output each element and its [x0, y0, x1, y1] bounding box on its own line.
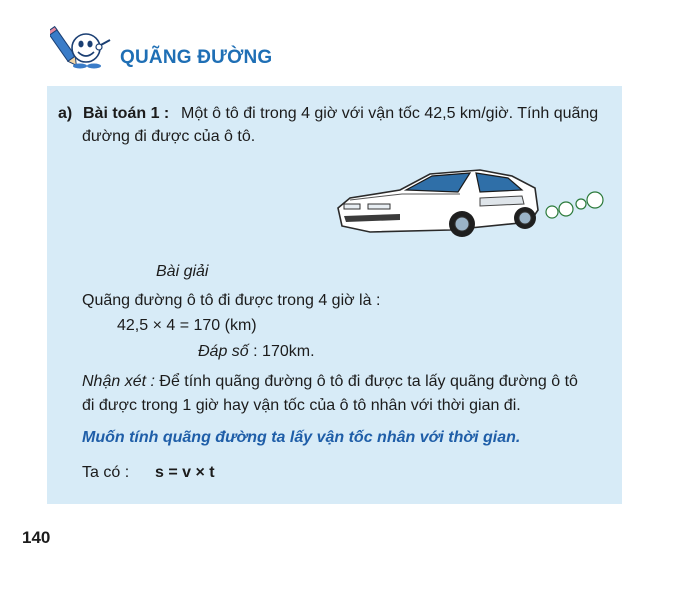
- remark-text-line1: Để tính quãng đường ô tô đi được ta lấy quãng đường ô tô: [154, 373, 578, 390]
- answer-label: Đáp số: [198, 343, 249, 360]
- solution-answer: [198, 342, 315, 362]
- page-number: 140: [22, 528, 51, 547]
- solution-line1: Quãng đường ô tô đi được trong 4 giờ là :: [82, 292, 381, 309]
- remark-label: Nhận xét :: [82, 373, 155, 390]
- solution-calculation: 42,5 × 4 = 170 (km): [117, 317, 257, 334]
- problem-prefix: a): [58, 105, 73, 122]
- remark-line1: [82, 372, 578, 392]
- pencil-mascot-icon: [50, 22, 112, 70]
- answer-value: : 170km.: [248, 343, 315, 360]
- formula-expression: s = v × t: [155, 464, 215, 481]
- formula-label: Ta có :: [82, 464, 130, 481]
- problem-label: Bài toán 1 :: [83, 105, 170, 122]
- problem-text-line2: đường đi được của ô tô.: [82, 128, 256, 145]
- rule-statement: Muốn tính quãng đường ta lấy vận tốc nhân với thời gian.: [82, 429, 521, 446]
- section-title: QUÃNG ĐƯỜNG: [120, 47, 273, 68]
- solution-heading: Bài giải: [156, 263, 209, 280]
- remark-text-line2: đi được trong 1 giờ hay vận tốc của ô tô nhân với thời gian đi.: [82, 397, 521, 414]
- sports-car-icon: [330, 160, 615, 250]
- problem-text-line1: Một ô tô đi trong 4 giờ với vận tốc 42,5 km/giờ. Tính quãng: [181, 105, 599, 122]
